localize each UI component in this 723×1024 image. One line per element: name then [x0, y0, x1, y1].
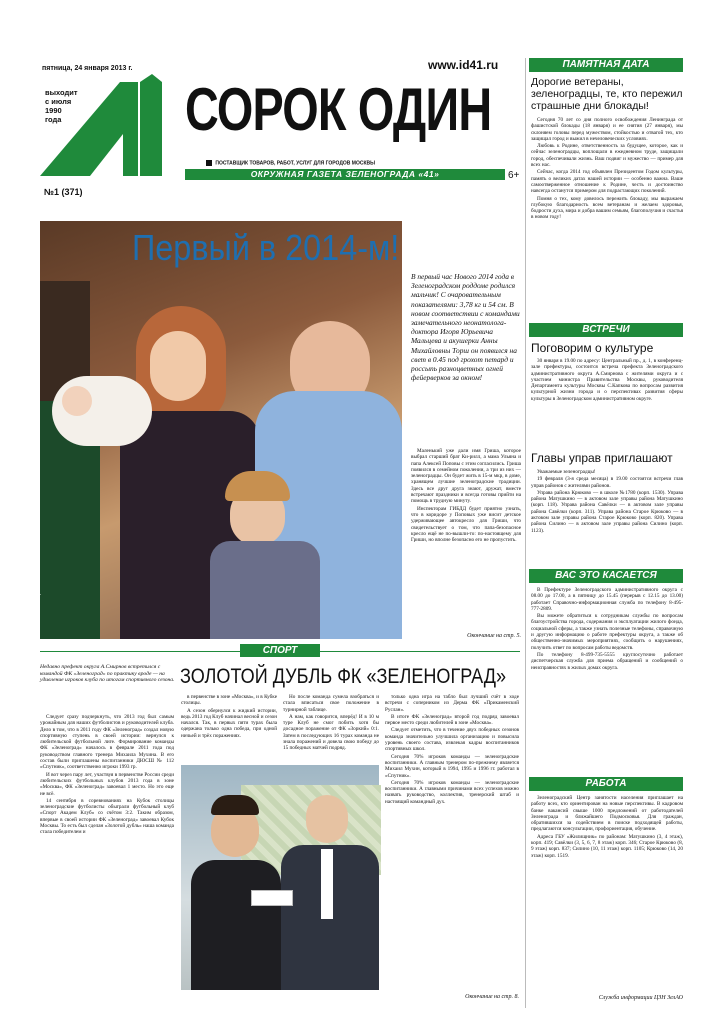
sport-continued: Окончание на стр. 8. — [465, 994, 519, 1000]
jobs-signature: Служба информации ЦЗН ЗелАО — [598, 995, 683, 1001]
concerns-section-label: ВАС ЭТО КАСАЕТСЯ — [529, 569, 683, 583]
main-headline: Первый в 2014-м! — [132, 227, 400, 268]
sport-col1: Следует сразу подчеркнуть, что 2013 год был самым урожайным для наших футболистов и руководителей клуба. Дело в том, что в 2011 году ФК «Зеленоград» создал новую спортивную ступень в своей истории: вернулся к любительской футбольной лиге. Формирование команды ФК «Зеленоград» началось в феврале 2011 года под руководством главного тренера Михаила Мухина. В его состав были приглашены воспитанники ДЮСШ № 112 «Спутник», соответственно игроки 1993 гр. И вот через пару лет, участвуя в первенстве России среди любительских футбольных клубов 2013 года в зоне «Москва», ФК «Зеленоград» завоевал 1 место. Но это еще не всё. 14 сентября в соревнованиях на Кубок столицы зеленоградские футболисты обыграли футбольный клуб «Спорт Академ Клуб» со счётом 3:2. Таким образом, впервые в своей истории ФК «Зеленоград» завоевал Кубок Москвы. То есть был сделан «Золотой дубль» наша команда стала победителем и — [40, 714, 174, 836]
subtitle-bar — [185, 169, 505, 180]
memory-headline: Дорогие ветераны, зеленоградцы, те, кто пережил страшные дни блокады! — [531, 76, 683, 112]
councils-headline: Главы управ приглашают — [531, 451, 673, 465]
main-photo — [36, 221, 402, 639]
column-divider — [525, 58, 526, 1008]
main-body: Маленький уже дали имя Гриша, которое выбрал старший брат Ки-рилл, а мама Ульяна и папа Алексей Поповы с этим согласились. Гриша появился в семейном поколении, а три из них — зеленоградцы. Он будет жить в 15-м мкр, в доме, хранящем лучшие зеленоградские традиции. Здесь все друг друга знают, дружат, вместе встречают праздники и всегда готовы прийти на помощь в трудную минуту. Инспекторам ГИБДД будет приятно узнать, что в коридоре у Поповых уже висит детское удерживающее автокресло для Гриши, что свидетельствует о том, что папа-безопасное кресло ещё не по-вышли-то: по-настоящему для Гриши, но вполне безопасно его не пропустить. — [411, 448, 521, 544]
meetings-section-label: ВСТРЕЧИ — [529, 323, 683, 337]
tagline-icon — [206, 160, 212, 166]
memory-body: Сегодня 70 лет со дня полного освобождения Ленинграда от фашистской блокады (18 января) и ее снятия (27 января), мы склоняем головы перед мужеством, стойкостью и отвагой тех, кто защищал город и выжил в нечеловеческих условиях. Любовь к Родине, ответственность за будущее, которое, как и сейчас зеленоградцы, воплощали в ежедневном труде, защищали город, обеспечивали жизнь. Ваш подвиг и мужество — пример для всех нас. Сейчас, когда 2014 год объявлен Президентом Годом культуры, память о великих датах нашей истории — особенно важна. Ваше самоотверженное отношение к Родине, честь и достоинство навсегда останутся примером для подрастающих поколений. Помня о тех, кому довелось пережить блокаду, мы выражаем глубокую благодарность всем ветеранам и желаем здоровья, бодрости духа, мира и добра вашим семьям, благополучия и счастья в новом году! — [531, 117, 683, 221]
photo-credit: Фото С.Сорокина — [36, 578, 42, 619]
meetings-headline: Поговорим о культуре — [531, 341, 654, 355]
sport-col3: Но после команда сумела взобраться и стала вписаться свое положение в турнирной таблице. А нам, как говорится, вперёд! И в 10 м туре Клуб не смог побить хотя бы досадное поражение от ФК «Зоркий» 0:1. Затем в последующих 16 турах команда не знала поражений и довела свою победу до 15 победных матчей подряд. — [283, 694, 379, 752]
meetings-body: 30 января в 19.00 по адресу: Центральный пр., д. 1, в конференц-зале префектуры, состоится встреча префекта Зеленоградского административного округа А.Смирнова с жителями округа и с участием министра Правительства Москвы, руководителя Департамента культуры Москвы С.Капкова по вопросам развития культурной жизни города и о перспективах развития сферы культуры в Зеленоградском административном округе. — [531, 358, 683, 402]
sport-headline: ЗОЛОТОЙ ДУБЛЬ ФК «ЗЕЛЕНОГРАД» — [180, 665, 506, 688]
website: www.id41.ru — [428, 58, 499, 72]
sport-lead: Недавно префект округа А.Смирнов встретился с командой ФК «Зеленоград» по практику вроде — на удивление игроков клуба по итогам спортивного сезона. — [40, 664, 175, 684]
newspaper-title: СОРОК ОДИН — [185, 76, 492, 143]
sport-col4: только одна игра на табло был лучший счёт в ходе встречи с соперником из Дерма ФК «Прикаменский Руслан». В итоге ФК «Зеленоград» второй год подряд завоевал первое место среди любителей в зоне «Москва». Следует отметить, что в течение двух победных сезонов команда значительно улучшила организацию и повысила уровень своего состава, извлекая кадры воспитанников спортивных школ. Сегодня 70% игроков команды — зеленоградские воспитанники. А главным тренером по-прежнему является Михаил Мухин, который в 1994, 1995 и 1996 гг. работал в «Спутник». Сегодня 70% игроков команды — зеленоградские воспитанники. А главными причинами всех успехов можно назвать руководство, коллектив, тренерский штаб и настоящий командный дух. — [385, 694, 519, 805]
memory-section-label: ПАМЯТНАЯ ДАТА — [529, 58, 683, 72]
issue-number: №1 (371) — [44, 187, 83, 197]
sport-col2: в первенстве в зоне «Москва», и в Кубке столицы. А сезон обернулся к жидкий истории, ведь 2013 год Клуб начинал весной и сезон начался. Так, в первых пяти турах была одержана только одна победа, при одной ничьей и трёх поражениях. — [181, 694, 277, 739]
jobs-body: Зеленоградский Центр занятости населения приглашает на работу всех, кто ориентирован на новые перспективы. В кадровом банке вакансий свыше 1000 предложений от работодателей Зеленограда и ближайшего Подмосковья. Для граждан, обратившихся за содействием в поиске подходящей работы, предлагаются консультации, профориентация, обучение. Адреса ГБУ «Жилищник» по районам: Матушкино (3, 4 этаж), корп. 419; Савёлки (3, 5, 6, 7, 8 этаж) корп. 346; Старое Крюково (8, 9 этаж) корп. 837; Силино (10, 11 этаж) корп. 1105; Крюково (14, 20 этаж) корп. 1519. — [531, 795, 683, 859]
tagline: ПОСТАВЩИК ТОВАРОВ, РАБОТ, УСЛУГ ДЛЯ ГОРОДОВ МОСКВЫ — [206, 160, 375, 166]
since-label: выходит с июля 1990 года — [45, 88, 78, 124]
main-lead: В первый час Нового 2014 года в Зеленоградском роддоме родился мальчик! С очаровательным показателями: 3,78 кг и 54 см. В новом соответствии с командами замечательного неонатолога-доктора Игоря Юрьевича Мальцева и акушерки Анны Михайловны Торш он появился на свет в 0.45 под грохот петард и россыпь разноцветных огней фейерверков за окном! — [411, 272, 520, 383]
subtitle-text: ОКРУЖНАЯ ГАЗЕТА ЗЕЛЕНОГРАДА «41» — [250, 169, 440, 179]
age-rating: 6+ — [508, 170, 520, 181]
councils-body: Уважаемые зеленоградцы! 19 февраля (3-я среда месяца) в 19.00 состоятся встречи глав управ районов с жителями районов. Управа района Крюково — в школе №1780 (корп. 1530). Управа района Матушкино — в актовом зале управы района Матушкино (корп. 118). Управа района Савёлки — в актовом зале управы района Савёлки (корп. 311). Управа района Старое Крюково — в актовом зале управы района Старое Крюково (корп. 820). Управа района Силино — в актовом зале управы района Силино (корп. 1123). — [531, 469, 683, 534]
concerns-body: В Префектуре Зеленоградского административного округа с 08.00 до 17.00, а в пятницу до 15.45 (перерыв с 12.15 до 13.00) работает Справочно-информационная служба по телефону 8-495-777-2809. Вы можете обратиться к сотрудникам службы по вопросам благоустройства города, содержания и эксплуатации жилого фонда, социальной сферы, а также узнать полезные телефоны, справочную и другую информацию о работе префектуры округа, а также об общественно-значимых мероприятиях, сообщить о нарушениях, получить ответ по вопросам работы ведомств. По телефону 8-499-735-5555 круглосуточно работает диспетчерская служба для приема обращений и сообщений о неисправностях в жилых домах округа. — [531, 587, 683, 671]
sport-section-label: СПОРТ — [240, 644, 320, 657]
jobs-section-label: РАБОТА — [529, 777, 683, 791]
issue-date: пятница, 24 января 2013 г. — [42, 65, 133, 72]
sport-photo — [181, 765, 379, 990]
main-continued: Окончание на стр. 5. — [467, 633, 521, 639]
